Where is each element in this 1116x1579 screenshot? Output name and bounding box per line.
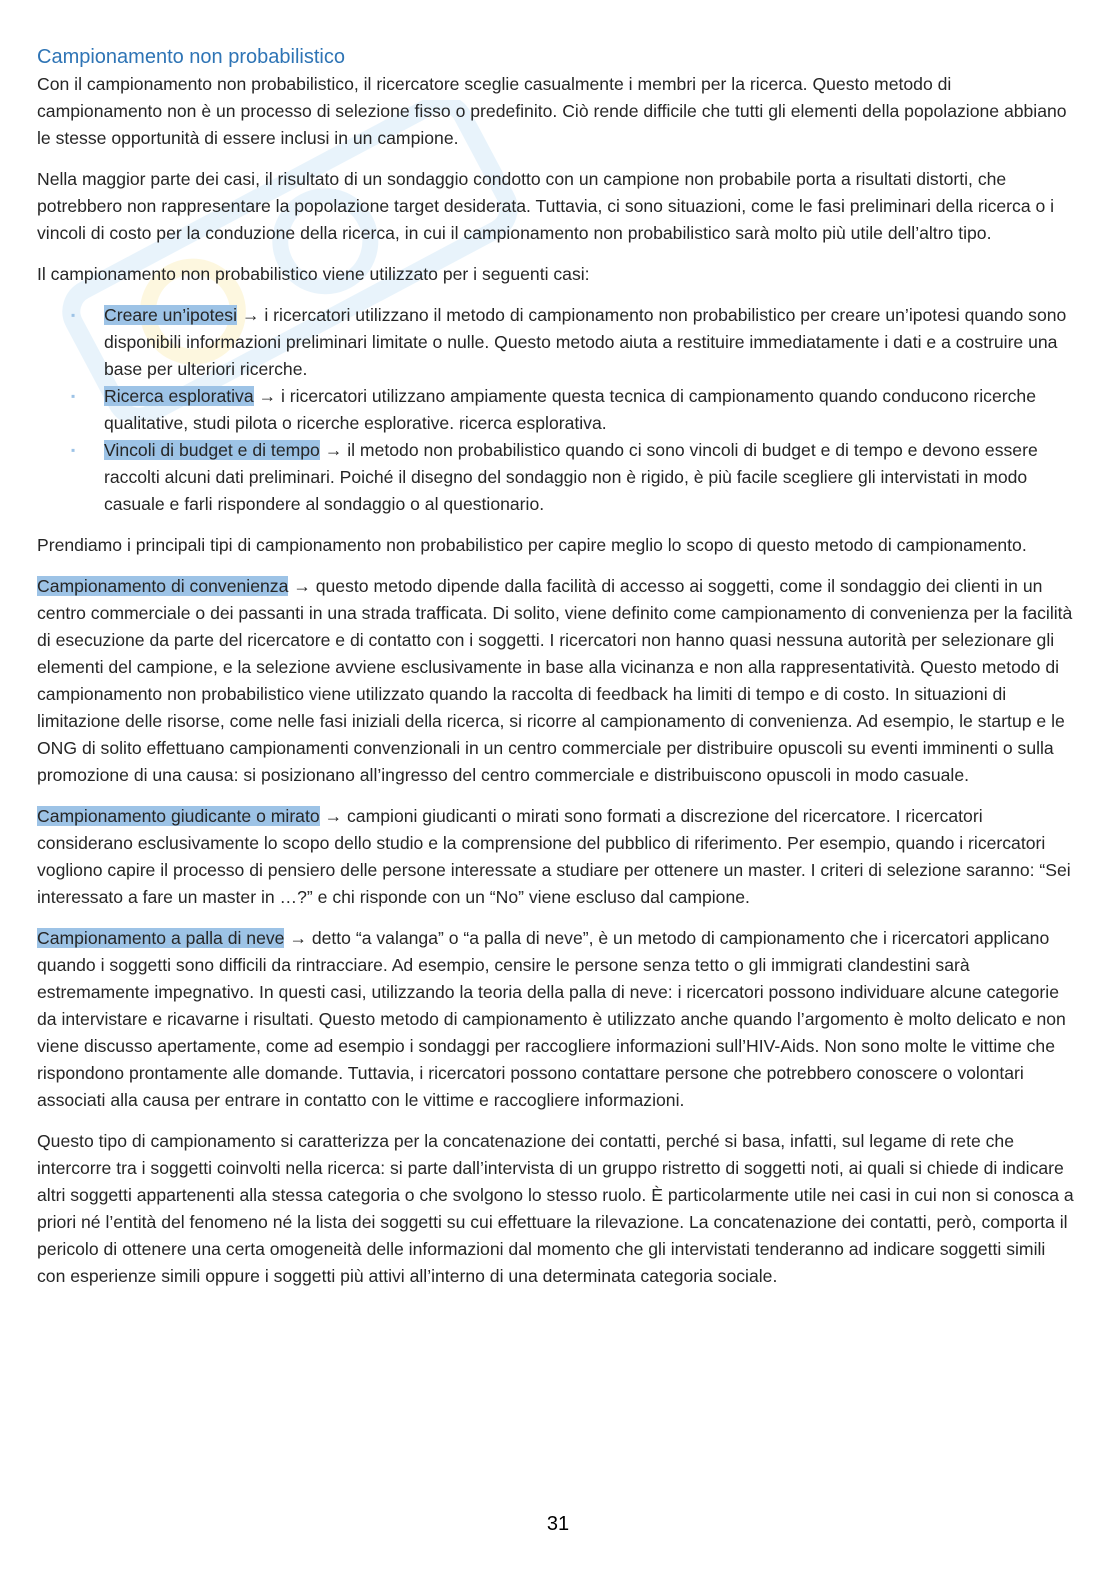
document-page [37,44,1077,1304]
paragraph-types-intro: Prendiamo i principali tipi di campionamento non probabilistico per capire meglio lo scopo di questo metodo di campionamento. [37,535,1027,555]
bullet-icon: ▪ [71,389,76,403]
paragraph-convenienza [37,573,1077,789]
list-item-esplorativa [37,383,1077,437]
highlighted-term: Ricerca esplorativa [104,386,254,406]
paragraph-text: → campioni giudicanti o mirati sono formati a discrezione del ricercatore. I ricercatori considerano esclusivamente lo scopo dello studio e la comprensione del pubblico di riferimento. Per esempio, quando i ricercatori vogliono capire il processo di pensiero delle persone interessate a studiare per ottenere un master. I criteri di selezione saranno: “Sei interessato a fare un master in …?” e chi risponde con un “No” viene escluso dal campione. [37,806,1071,907]
highlighted-term: Creare un’ipotesi [104,305,238,325]
highlighted-term: Vincoli di budget e di tempo [104,440,320,460]
paragraph-concatenazione: Questo tipo di campionamento si caratterizza per la concatenazione dei contatti, perché si basa, infatti, sul legame di rete che intercorre tra i soggetti coinvolti nella ricerca: si parte dall’intervista di un gruppo ristretto di soggetti noti, ai quali si chiede di indicare altri soggetti appartenenti alla stessa categoria o che svolgono lo stesso ruolo. È particolarmente utile nei casi in cui non si conosca a priori né l’entità del fenomeno né la lista dei soggetti su cui effettuare la rilevazione. La concatenazione dei contatti, però, comporta il pericolo di ottenere una certa omogeneità delle informazioni dal momento che gli intervistati tenderanno ad indicare soggetti simili con esperienze simili oppure i soggetti più attivi all’interno di una determinata categoria sociale. [37,1131,1074,1286]
paragraph-intro: Con il campionamento non probabilistico, il ricercatore sceglie casualmente i membri per la ricerca. Questo metodo di campionamento non è un processo di selezione fisso o predefinito. Ciò rende difficile che tutti gli elementi della popolazione abbiano le stesse opportunità di essere inclusi in un campione. [37,74,1067,148]
list-item-ipotesi [37,302,1077,383]
paragraph-text: → detto “a valanga” o “a palla di neve”, è un metodo di campionamento che i ricercatori applicano quando i soggetti sono difficili da rintracciare. Ad esempio, censire le persone senza tetto o gli immigrati clandestini sarà estremamente impegnativo. In questi casi, utilizzando la teoria della palla di neve: i ricercatori possono individuare alcune categorie da intervistare e ricavarne i risultati. Questo metodo di campionamento è utilizzato anche quando l’argomento è molto delicato e non viene discusso apertamente, come ad esempio i sondaggi per raccogliere informazioni sull’HIV-Aids. Non sono molte le vittime che rispondono prontamente alle domande. Tuttavia, i ricercatori possono contattare persone che potrebbero conoscere o volontari associati alla causa per entrare in contatto con le vittime e raccogliere informazioni. [37,928,1066,1110]
cases-list [37,302,1077,518]
paragraph-giudicante [37,803,1077,911]
list-item-text: → i ricercatori utilizzano il metodo di campionamento non probabilistico per creare un’ipotesi quando sono disponibili informazioni preliminari limitate o nulle. Questo metodo aiuta a restituire immediatamente i dati e a costruire una base per ulteriori ricerche. [104,305,1067,379]
paragraph-cases-intro: Il campionamento non probabilistico viene utilizzato per i seguenti casi: [37,264,590,284]
list-item-text: → i ricercatori utilizzano ampiamente questa tecnica di campionamento quando conducono ricerche qualitative, studi pilota o ricerche esplorative. ricerca esplorativa. [104,386,1036,433]
section-heading: Campionamento non probabilistico [37,46,345,68]
highlighted-term: Campionamento a palla di neve [37,928,285,948]
bullet-icon: ▪ [71,443,76,457]
bullet-icon: ▪ [71,308,76,322]
highlighted-term: Campionamento di convenienza [37,576,289,596]
list-item-vincoli [37,437,1077,518]
highlighted-term: Campionamento giudicante o mirato [37,806,320,826]
paragraph-palla-di-neve [37,925,1077,1114]
paragraph-text: → questo metodo dipende dalla facilità di accesso ai soggetti, come il sondaggio dei clienti in un centro commerciale o dei passanti in una strada trafficata. Di solito, viene definito come campionamento di convenienza per la facilità di esecuzione da parte del ricercatore e di contatto con i soggetti. I ricercatori non hanno quasi nessuna autorità per selezionare gli elementi del campione, e la selezione avviene esclusivamente in base alla vicinanza e non alla rappresentatività. Questo metodo di campionamento non probabilistico viene utilizzato quando la raccolta di feedback ha limiti di tempo e di costo. In situazioni di limitazione delle risorse, come nelle fasi iniziali della ricerca, si ricorre al campionamento di convenienza. Ad esempio, le startup e le ONG di solito effettuano campionamenti convenzionali in un centro commerciale per distribuire opuscoli su eventi imminenti o sulla promozione di una causa: si posizionano all’ingresso del centro commerciale e distribuiscono opuscoli in modo casuale. [37,576,1073,785]
paragraph-distortion: Nella maggior parte dei casi, il risultato di un sondaggio condotto con un campione non probabile porta a risultati distorti, che potrebbero non rappresentare la popolazione target desiderata. Tuttavia, ci sono situazioni, come le fasi preliminari della ricerca o i vincoli di costo per la conduzione della ricerca, in cui il campionamento non probabilistico sarà molto più utile dell’altro tipo. [37,169,1055,243]
page-number: 31 [546,1513,570,1535]
list-item-text: → il metodo non probabilistico quando ci sono vincoli di budget e di tempo e devono essere raccolti alcuni dati preliminari. Poiché il disegno del sondaggio non è rigido, è più facile scegliere gli intervistati in modo casuale e farli rispondere al sondaggio o al questionario. [104,440,1038,514]
